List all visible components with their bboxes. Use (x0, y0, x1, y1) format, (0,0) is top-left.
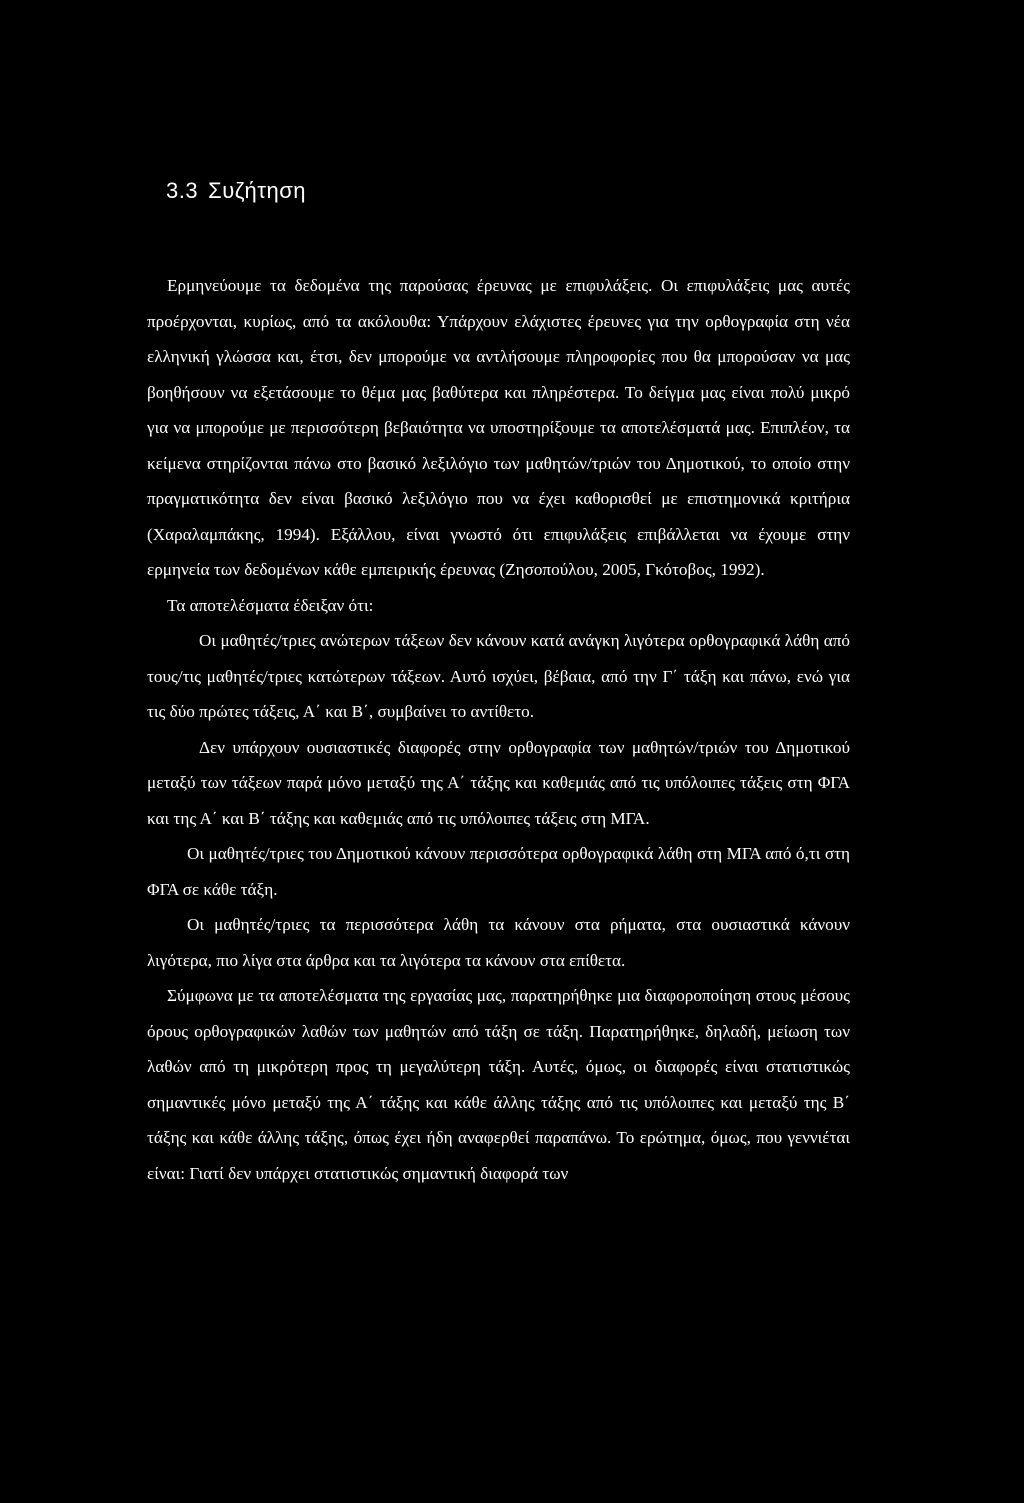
section-heading (166, 178, 306, 204)
body-text (147, 268, 850, 1191)
paragraph-finding-1: Οι μαθητές/τριες ανώτερων τάξεων δεν κάνουν κατά ανάγκη λιγότερα ορθογραφικά λάθη από τους/τις μαθητές/τριες κατώτερων τάξεων. Αυτό ισχύει, βέβαια, από την Γ΄ τάξη και πάνω, ενώ για τις δύο πρώτες τάξεις, Α΄ και Β΄, συμβαίνει το αντίθετο. (147, 631, 850, 721)
paragraph-results-intro: Τα αποτελέσματα έδειξαν ότι: (167, 595, 374, 615)
paragraph-limitations: Ερμηνεύουμε τα δεδομένα της παρούσας έρευνας με επιφυλάξεις. Οι επιφυλάξεις μας αυτές προέρχονται, κυρίως, από τα ακόλουθα: Υπάρχουν ελάχιστες έρευνες για την ορθογραφία στη νέα ελληνική γλώσσα και, έτσι, δεν μπορούμε να αντλήσουμε πληροφορίες που θα μπορούσαν να μας βοηθήσουν να εξετάσουμε το θέμα μας βαθύτερα και πληρέστερα. Το δείγμα μας είναι πολύ μικρό για να μπορούμε με περισσότερη βεβαιότητα να υποστηρίξουμε τα αποτελέσματά μας. Επιπλέον, τα κείμενα στηρίζονται πάνω στο βασικό λεξιλόγιο των μαθητών/τριών του Δημοτικού, το οποίο στην πραγματικότητα δεν είναι βασικό λεξιλόγιο που να έχει καθορισθεί με επιστημονικά κριτήρια (Χαραλαμπάκης, 1994). Εξάλλου, είναι γνωστό ότι επιφυλάξεις επιβάλλεται να έχουμε στην ερμηνεία των δεδομένων κάθε εμπειρικής έρευνας (Ζησοπούλου, 2005, Γκότοβος, 1992). (147, 276, 850, 579)
paragraph-finding-4: Οι μαθητές/τριες τα περισσότερα λάθη τα κάνουν στα ρήματα, στα ουσιαστικά κάνουν λιγότερα, πιο λίγα στα άρθρα και τα λιγότερα τα κάνουν στα επίθετα. (147, 915, 850, 970)
paragraph-finding-2: Δεν υπάρχουν ουσιαστικές διαφορές στην ορθογραφία των μαθητών/τριών του Δημοτικού μεταξύ των τάξεων παρά μόνο μεταξύ της Α΄ τάξης και καθεμιάς από τις υπόλοιπες τάξεις στη ΦΓΑ και της Α΄ και Β΄ τάξης και καθεμιάς από τις υπόλοιπες τάξεις στη ΜΓΑ. (147, 737, 850, 828)
paragraph-finding-3: Οι μαθητές/τριες του Δημοτικού κάνουν περισσότερα ορθογραφικά λάθη στη ΜΓΑ από ό,τι στη ΦΓΑ σε κάθε τάξη. (147, 844, 850, 899)
section-title: Συζήτηση (208, 178, 307, 203)
paragraph-discussion: Σύμφωνα με τα αποτελέσματα της εργασίας μας, παρατηρήθηκε μια διαφοροποίηση στους μέσους όρους ορθογραφικών λαθών των μαθητών από τάξη σε τάξη. Παρατηρήθηκε, δηλαδή, μείωση των λαθών από τη μικρότερη προς τη μεγαλύτερη τάξη. Αυτές, όμως, οι διαφορές είναι στατιστικώς σημαντικές μόνο μεταξύ της Α΄ τάξης και κάθε άλλης τάξης από τις υπόλοιπες και μεταξύ της Β΄ τάξης και κάθε άλλης τάξης, όπως έχει ήδη αναφερθεί παραπάνω. Το ερώτημα, όμως, που γεννιέται είναι: Γιατί δεν υπάρχει στατιστικώς σημαντική διαφορά των (147, 986, 850, 1183)
section-number: 3.3 (166, 178, 199, 203)
